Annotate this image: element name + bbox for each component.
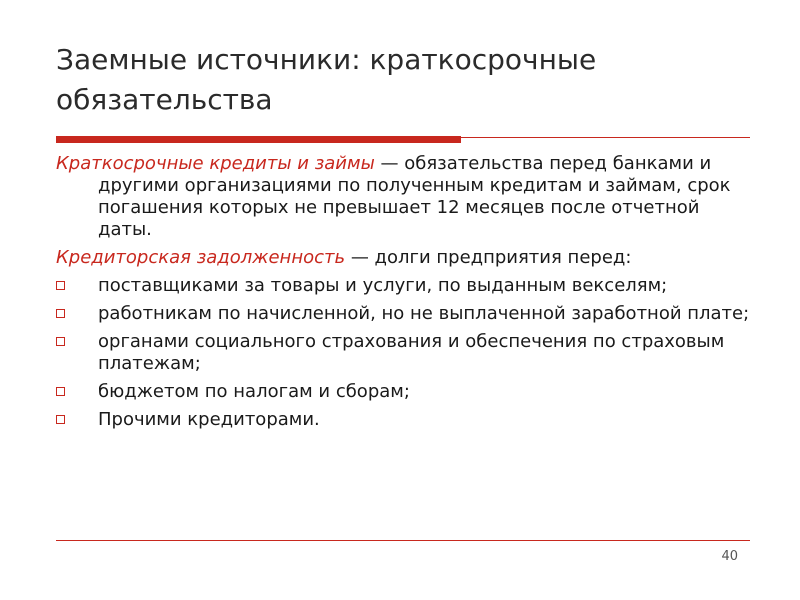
definition-accounts-payable <box>56 247 756 269</box>
list-item-text: органами социального страхования и обеспечения по страховым платежам; <box>98 331 725 374</box>
list-item-text: поставщиками за товары и услуги, по выданным векселям; <box>98 275 668 296</box>
list-item <box>56 275 756 297</box>
square-bullet-icon <box>56 281 65 290</box>
slide-body <box>56 153 756 437</box>
creditors-list <box>56 275 756 431</box>
square-bullet-icon <box>56 387 65 396</box>
square-bullet-icon <box>56 309 65 318</box>
slide-title-line-2: обязательства <box>56 83 273 116</box>
square-bullet-icon <box>56 337 65 346</box>
list-item <box>56 409 756 431</box>
slide-title <box>56 40 756 120</box>
page-number: 40 <box>721 549 738 564</box>
square-bullet-icon <box>56 415 65 424</box>
list-item <box>56 331 756 375</box>
definition-text-short-term-loans: — обязательства перед банками и другими организациями по полученным кредитам и займам, срок погашения которых не превышает 12 месяцев после отчетной даты. <box>98 153 731 240</box>
definition-text-accounts-payable: — долги предприятия перед: <box>345 247 632 268</box>
term-short-term-loans: Краткосрочные кредиты и займы <box>56 153 375 174</box>
footer-divider <box>56 540 750 541</box>
slide-title-line-1: Заемные источники: краткосрочные <box>56 43 597 76</box>
list-item-text: Прочими кредиторами. <box>98 409 320 430</box>
list-item-text: работникам по начисленной, но не выплаченной заработной плате; <box>98 303 750 324</box>
title-divider-accent <box>56 136 461 143</box>
term-accounts-payable: Кредиторская задолженность <box>56 247 346 268</box>
definition-short-term-loans <box>56 153 756 241</box>
list-item-text: бюджетом по налогам и сборам; <box>98 381 410 402</box>
list-item <box>56 381 756 403</box>
list-item <box>56 303 756 325</box>
